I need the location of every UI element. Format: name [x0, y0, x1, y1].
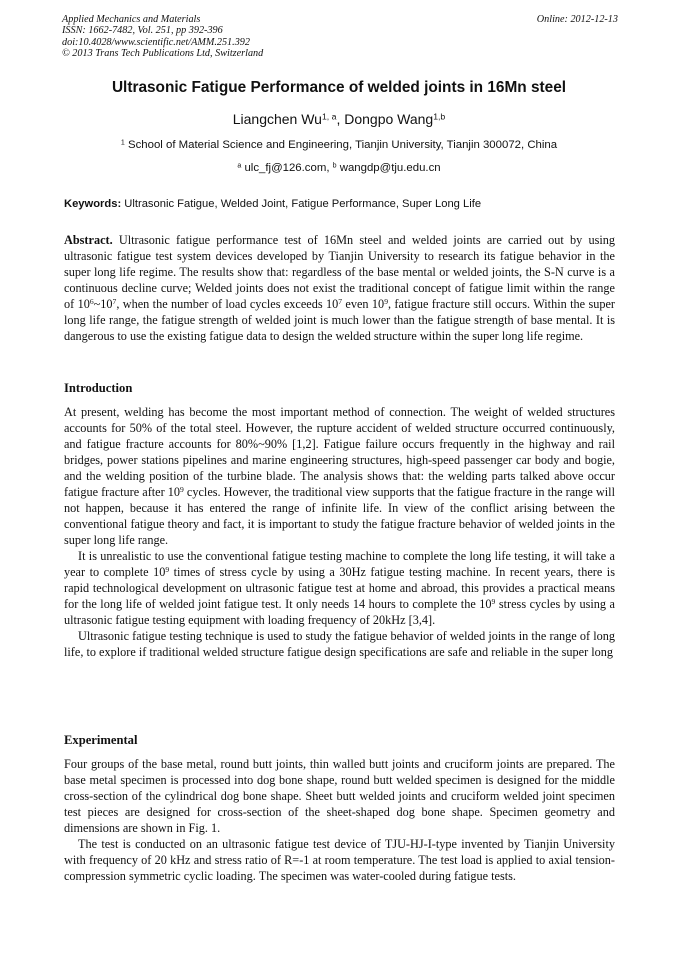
- affiliation: [40, 138, 638, 152]
- article-doi: doi:10.4028/www.scientific.net/AMM.251.392: [62, 36, 250, 48]
- affiliation-text: School of Material Science and Engineering, Tianjin University, Tianjin 300072, China: [124, 139, 558, 151]
- author-affiliation-mark: 1,b: [433, 111, 446, 122]
- paragraph-text: stress cycles by using a ultrasonic fatigue testing equipment with loading frequency of 20kHz [3,4].: [64, 597, 615, 627]
- body-paragraph: [64, 548, 615, 628]
- author-emails: [40, 161, 638, 175]
- abstract: [64, 232, 615, 344]
- email-mark: b: [332, 162, 337, 170]
- introduction-section: [64, 404, 615, 660]
- exponent: 9: [165, 565, 170, 575]
- abstract-text: , when the number of load cycles exceeds 10: [116, 297, 339, 311]
- online-date: Online: 2012-12-13: [536, 14, 618, 25]
- keywords-label: Keywords:: [64, 198, 122, 210]
- abstract-text: ~10: [93, 297, 113, 311]
- author-separator: ,: [336, 111, 345, 127]
- affiliation-mark: 1: [120, 139, 125, 147]
- journal-header: [62, 14, 618, 59]
- paper-title: Ultrasonic Fatigue Performance of welded joints in 16Mn steel: [111, 79, 567, 96]
- email-mark: a: [237, 162, 242, 170]
- exponent: 7: [112, 297, 117, 307]
- journal-name: Applied Mechanics and Materials: [62, 14, 201, 25]
- body-paragraph: The test is conducted on an ultrasonic fatigue test device of TJU-HJ-I-type invented by Tianjin University with frequency of 20 kHz and stress ratio of R=-1 at room temperature. The test load is applied to axial tension-compression symmetric cyclic loading. The specimen was water-cooled during fatigue tests.: [64, 837, 615, 883]
- abstract-label: Abstract.: [64, 233, 113, 247]
- exponent: 7: [338, 297, 343, 307]
- section-heading-introduction: Introduction: [64, 381, 133, 395]
- exponent: 9: [384, 297, 388, 307]
- abstract-text: , fatigue fracture still occurs. Within the super long life range, the fatigue strength of welded joint is much lower than the fatigue strength of base mental. It is dangerous to use the existing fatigue data to design the welded structure within the super long life regime.: [64, 297, 615, 343]
- body-paragraph: [64, 404, 615, 548]
- keywords: [64, 197, 620, 211]
- paragraph-text: It is unrealistic to use the conventional fatigue testing machine to complete the long life testing, it will take a year to complete 10: [64, 549, 615, 579]
- abstract-text: Ultrasonic fatigue performance test of 16Mn steel and welded joints are carried out by using ultrasonic fatigue test system devices developed by Tianjin University to research its fatigue behavior in the super long life regime. The results show that: regardless of the base mental or welded joints, the S-N curve is a continuous decline curve; Welded joints does not exist the traditional concept of fatigue limit within the range of 10: [64, 233, 615, 311]
- exponent: 6: [89, 297, 94, 307]
- paragraph-text: times of stress cycle by using a 30Hz fatigue testing machine. In recent years, there is rapid technological development on ultrasonic fatigue test at home and abroad, this provides a practical means for the long life of welded joint fatigue test. It only needs 14 hours to complete the 10: [64, 565, 615, 611]
- author-affiliation-mark: 1, a: [321, 111, 337, 122]
- experimental-section: [64, 756, 615, 884]
- abstract-paragraph: [64, 232, 615, 344]
- copyright-notice: © 2013 Trans Tech Publications Ltd, Switzerland: [62, 47, 264, 59]
- author-list: [40, 111, 638, 128]
- author-name: Dongpo Wang: [344, 111, 434, 127]
- body-paragraph: Ultrasonic fatigue testing technique is used to study the fatigue behavior of welded joints in the range of long life, to explore if traditional welded structure fatigue design specifications are safe and reliable in the super long: [64, 629, 615, 659]
- journal-issn: ISSN: 1662-7482, Vol. 251, pp 392-396: [62, 25, 223, 37]
- email-text: ulc_fj@126.com,: [241, 162, 333, 174]
- section-heading-experimental: Experimental: [64, 733, 138, 747]
- paragraph-text: cycles. However, the traditional view supports that the fatigue fracture in the range will not happen, because it has entered the range of infinite life. In view of the conflict arising between the conventional fatigue theory and fact, it is important to study the fatigue fracture behavior of welded joints in the super long life range.: [64, 485, 615, 547]
- email-text: wangdp@tju.edu.cn: [336, 162, 441, 174]
- exponent: 9: [491, 597, 496, 607]
- keywords-text: Ultrasonic Fatigue, Welded Joint, Fatigue Performance, Super Long Life: [121, 198, 482, 210]
- paragraph-text: At present, welding has become the most important method of connection. The weight of welded structures accounts for 50% of the total steel. However, the rupture accident of welded structure occurred continuously, and fatigue fracture accounts for 80%~90% [1,2]. Fatigue failure occurs frequently in the highway and rail bridges, power stations pipelines and marine engineering structures, high-speed passenger car body and bogie, and the welding position of the turbine blade. The analysis shows that: the welding parts talked above occur fatigue fracture after 10: [64, 405, 615, 499]
- abstract-text: even 10: [342, 297, 385, 311]
- exponent: 9: [180, 485, 184, 495]
- author-name: Liangchen Wu: [232, 111, 322, 127]
- body-paragraph: Four groups of the base metal, round butt joints, thin walled butt joints and cruciform joints are prepared. The base metal specimen is processed into dog bone shape, round butt welded specimen is designed for the middle cross-section of the cylindrical dog bone shape. Sheet butt welded joints and cruciform welded joint specimen test pieces are designed for cross-section of the sheet-shaped dog bone shape. Specimen geometry and dimensions are shown in Fig. 1.: [64, 757, 615, 835]
